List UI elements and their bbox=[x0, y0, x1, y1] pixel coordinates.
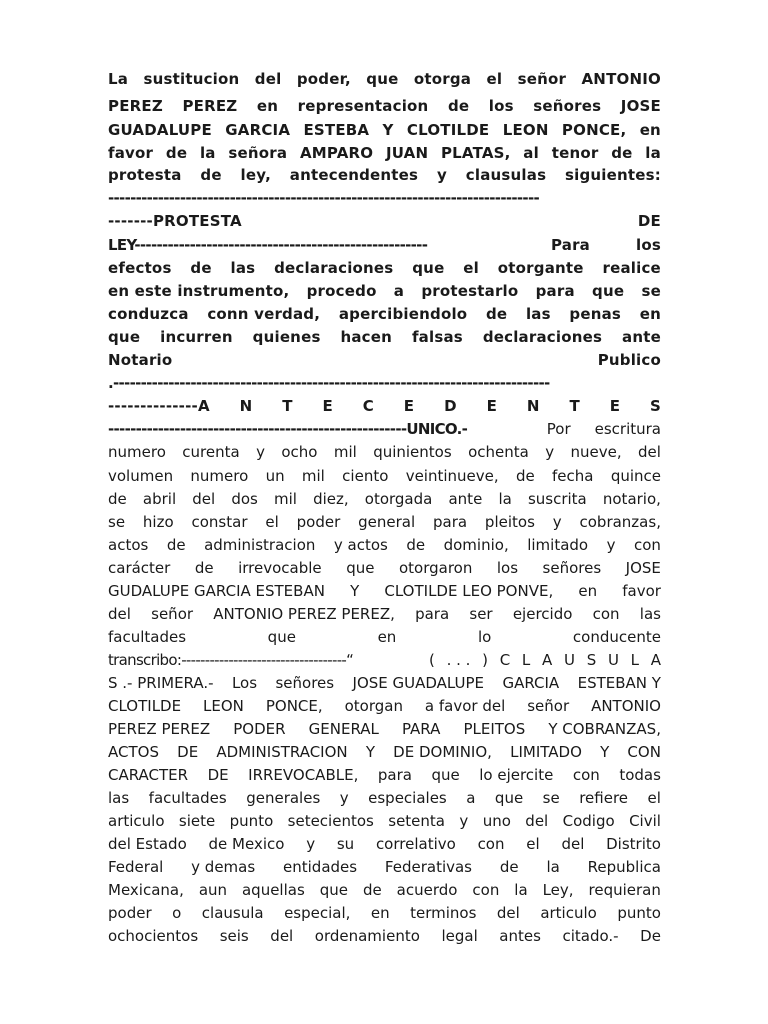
text-line: conduzca conn verdad, apercibiendolo de las penas en bbox=[108, 305, 661, 323]
text-line: protesta de ley, antecendentes y clausulas siguientes: bbox=[108, 166, 661, 184]
text-line: La sustitucion del poder, que otorga el señor ANTONIO bbox=[108, 70, 661, 88]
text-line: que incurren quienes hacen falsas declaraciones ante bbox=[108, 328, 661, 346]
separator-line: .------------------------------------------------------------------------------- bbox=[108, 374, 550, 392]
text-line: ------------------------------------------------------UNICO.- Por escritura bbox=[108, 420, 661, 438]
text-line: volumen numero un mil ciento veintinueve, de fecha quince bbox=[108, 467, 661, 485]
text-line: favor de la señora AMPARO JUAN PLATAS, al tenor de la bbox=[108, 144, 661, 162]
text-line: S .- PRIMERA.- Los señores JOSE GUADALUPE GARCIA ESTEBAN Y bbox=[108, 674, 661, 692]
text-line: del señor ANTONIO PEREZ PEREZ, para ser ejercido con las bbox=[108, 605, 661, 623]
text-line: LEY----------------------------------------------------- Para los bbox=[108, 236, 661, 254]
text-line: GUDALUPE GARCIA ESTEBAN Y CLOTILDE LEO PONVE, en favor bbox=[108, 582, 661, 600]
text-line: CARACTER DE IRREVOCABLE, para que lo ejercite con todas bbox=[108, 766, 661, 784]
text-line: efectos de las declaraciones que el otorgante realice bbox=[108, 259, 661, 277]
text-line: articulo siete punto setecientos setenta y uno del Codigo Civil bbox=[108, 812, 661, 830]
text-line: transcribo:-----------------------------------“ ( . . . ) C L A U S U L A bbox=[108, 651, 661, 669]
text-line: GUADALUPE GARCIA ESTEBA Y CLOTILDE LEON PONCE, en bbox=[108, 121, 661, 139]
text-line: PEREZ PEREZ en representacion de los señores JOSE bbox=[108, 97, 661, 115]
text-line: facultades que en lo conducente bbox=[108, 628, 661, 646]
text-line: Notario Publico bbox=[108, 351, 661, 369]
text-line: se hizo constar el poder general para pleitos y cobranzas, bbox=[108, 513, 661, 531]
text-line: las facultades generales y especiales a que se refiere el bbox=[108, 789, 661, 807]
text-line: Mexicana, aun aquellas que de acuerdo con la Ley, requieran bbox=[108, 881, 661, 899]
text-line: ochocientos seis del ordenamiento legal antes citado.- De bbox=[108, 927, 661, 945]
section-heading-protesta: -------PROTESTA DE bbox=[108, 212, 661, 230]
text-line: carácter de irrevocable que otorgaron los señores JOSE bbox=[108, 559, 661, 577]
text-line: de abril del dos mil diez, otorgada ante la suscrita notario, bbox=[108, 490, 661, 508]
separator-line: ------------------------------------------------------------------------------ bbox=[108, 189, 539, 207]
text-line: CLOTILDE LEON PONCE, otorgan a favor del señor ANTONIO bbox=[108, 697, 661, 715]
text-line: actos de administracion y actos de dominio, limitado y con bbox=[108, 536, 661, 554]
text-line: en este instrumento, procedo a protestarlo para que se bbox=[108, 282, 661, 300]
text-line: del Estado de Mexico y su correlativo con el del Distrito bbox=[108, 835, 661, 853]
text-line: Federal y demas entidades Federativas de la Republica bbox=[108, 858, 661, 876]
section-heading-antecedentes: --------------A N T E C E D E N T E S bbox=[108, 397, 661, 415]
text-line: PEREZ PEREZ PODER GENERAL PARA PLEITOS Y COBRANZAS, bbox=[108, 720, 661, 738]
text-line: numero curenta y ocho mil quinientos ochenta y nueve, del bbox=[108, 443, 661, 461]
text-line: ACTOS DE ADMINISTRACION Y DE DOMINIO, LIMITADO Y CON bbox=[108, 743, 661, 761]
text-line: poder o clausula especial, en terminos del articulo punto bbox=[108, 904, 661, 922]
